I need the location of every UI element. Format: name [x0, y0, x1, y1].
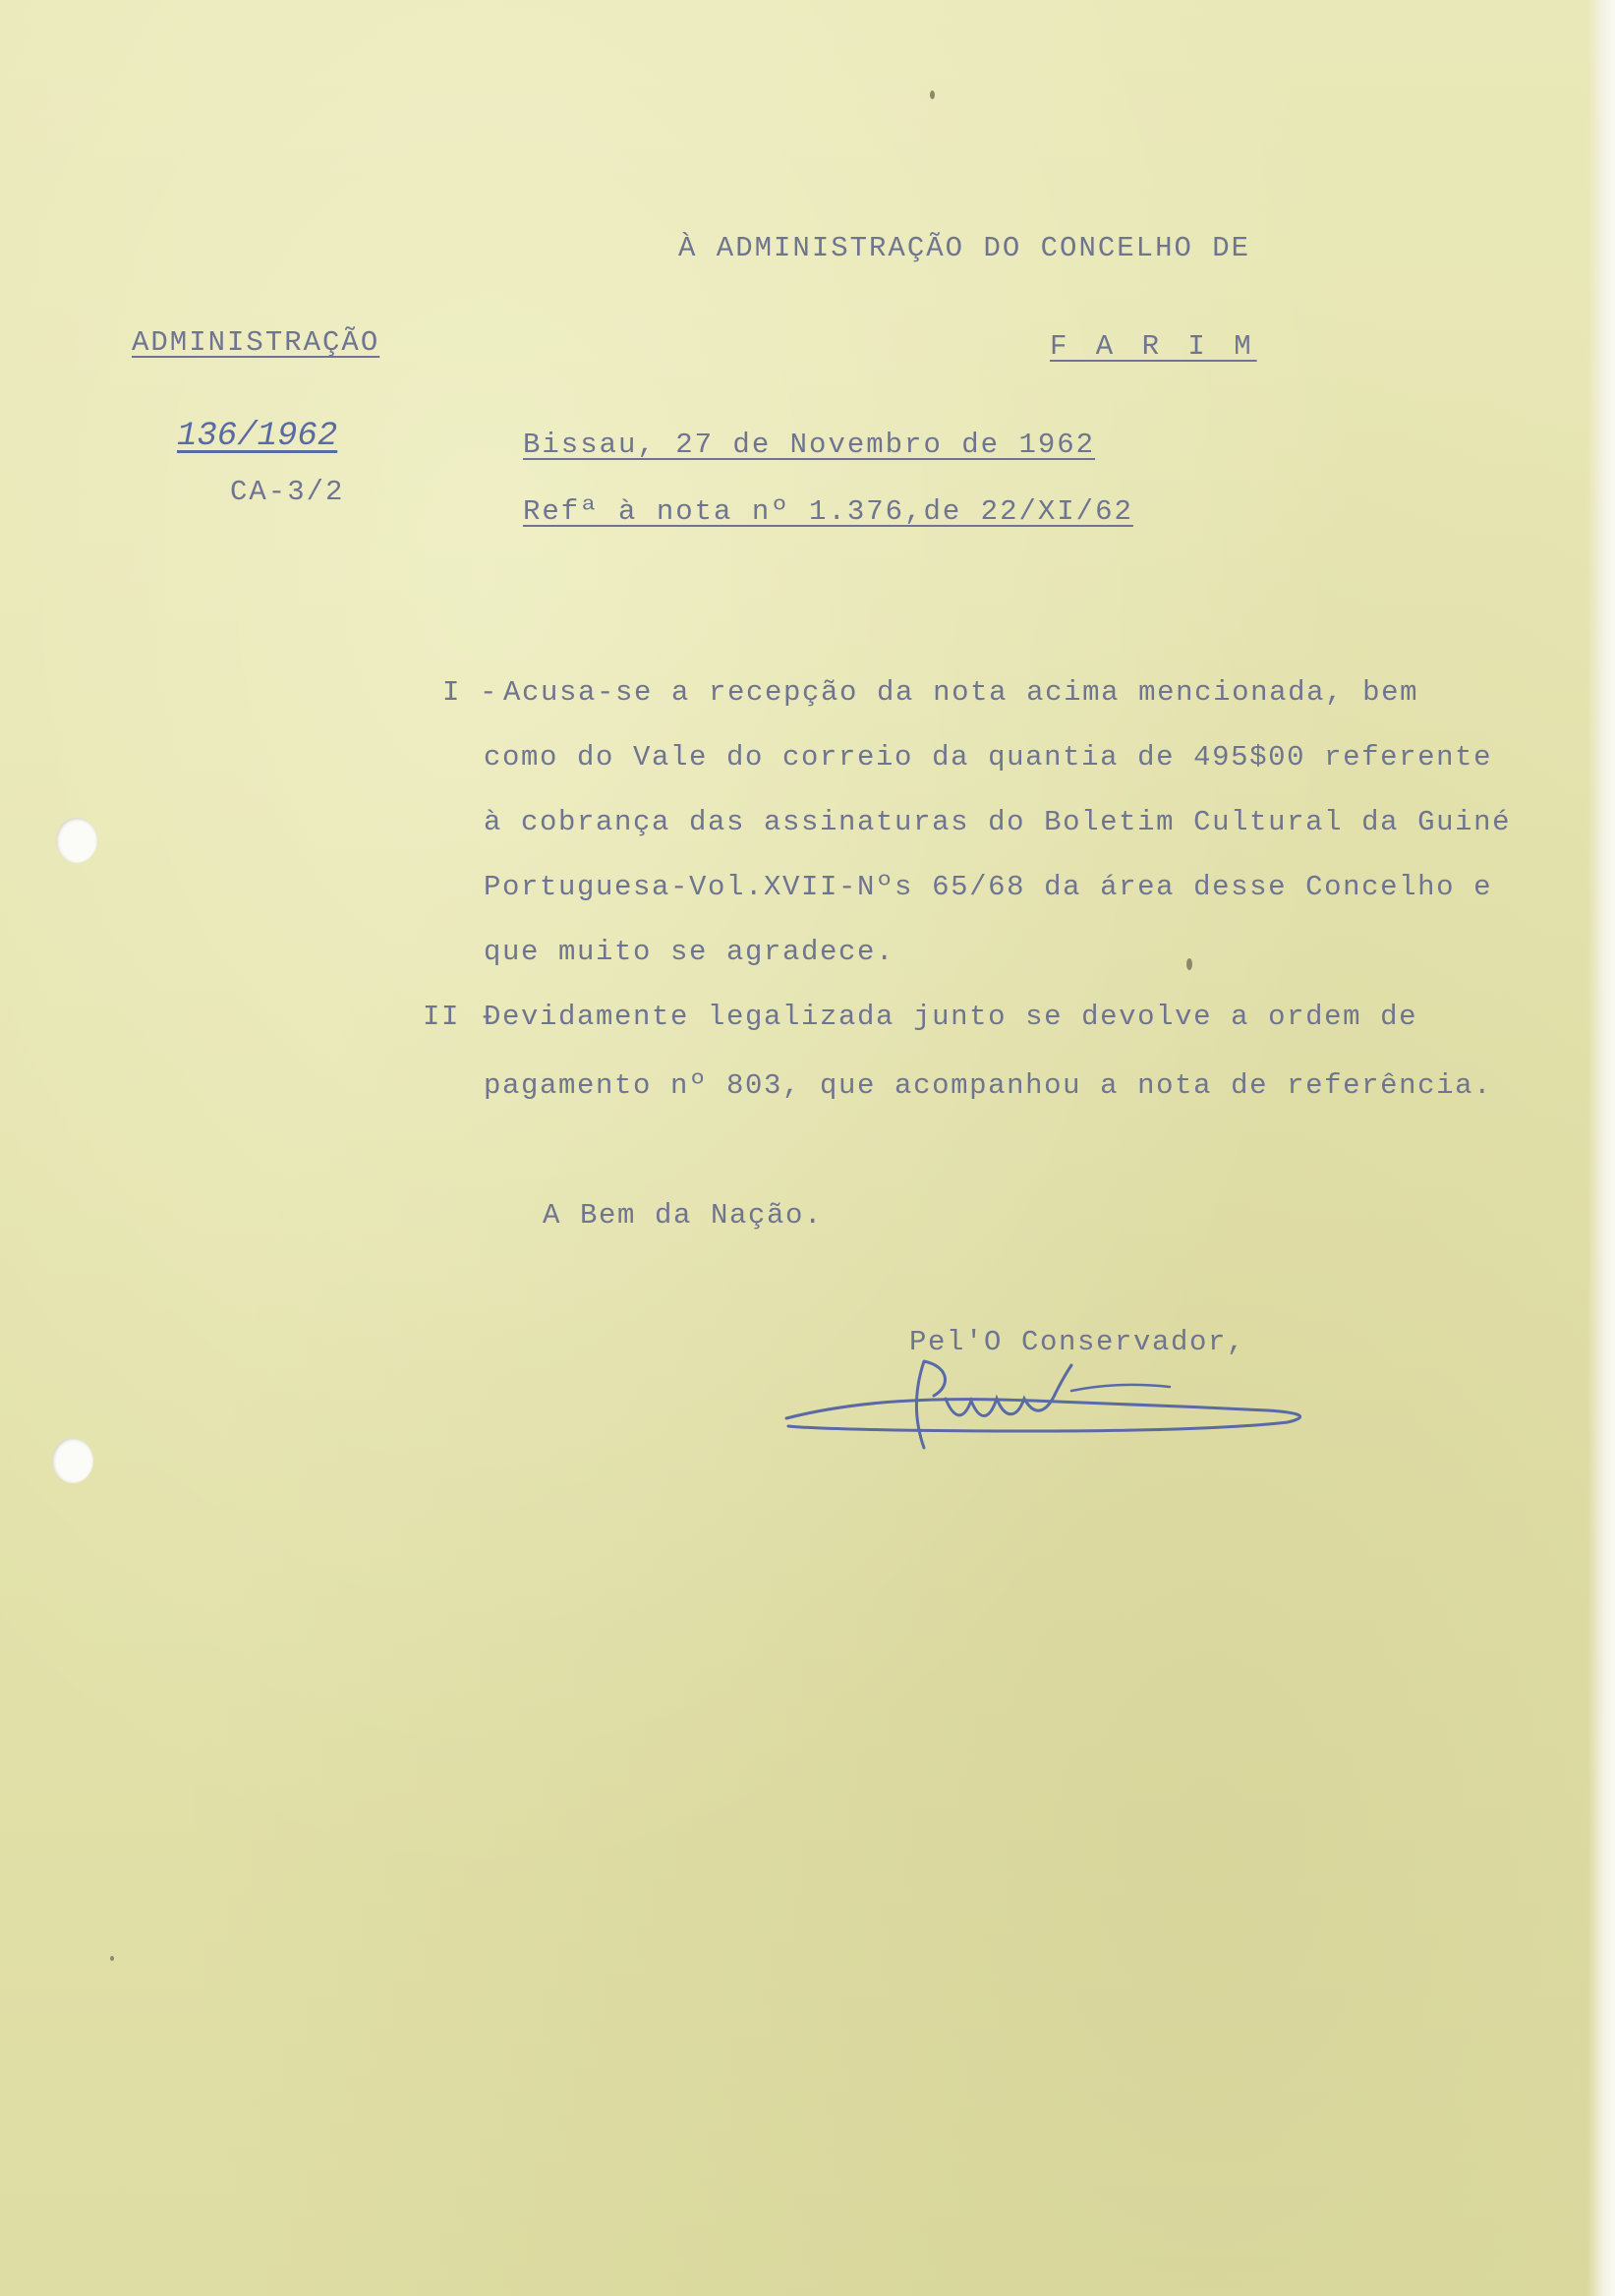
paragraph-1-line-5: que muito se agradece.: [484, 936, 895, 968]
paragraph-number: I -: [442, 676, 499, 709]
paragraph-text: Acusa-se a recepção da nota acima mencionada, bem: [503, 676, 1419, 709]
paragraph-1-line-4: Portuguesa-Vol.XVII-Nºs 65/68 da área desse Concelho e: [484, 871, 1493, 903]
addressee-line: À ADMINISTRAÇÃO DO CONCELHO DE: [678, 232, 1251, 264]
paragraph-1-line-2: como do Vale do correio da quantia de 495$00 referente: [484, 741, 1493, 774]
department-label: ADMINISTRAÇÃO: [132, 326, 380, 359]
paragraph-number: II -: [423, 1001, 498, 1033]
date-line: Bissau, 27 de Novembro de 1962: [523, 429, 1096, 461]
paragraph-text: Devidamente legalizada junto se devolve a ordem de: [484, 1001, 1418, 1033]
paragraph-2-line-1: [423, 1001, 1417, 1033]
paper-edge: [1587, 0, 1615, 2296]
punch-hole-bottom: [52, 1438, 93, 1483]
paragraph-2-line-2: pagamento nº 803, que acompanhou a nota de referência.: [484, 1069, 1493, 1102]
ref-number: 136/1962: [177, 418, 338, 455]
closing-line: A Bem da Nação.: [543, 1199, 824, 1232]
handwritten-signature: [777, 1342, 1327, 1469]
paragraph-1-line-1: [442, 676, 1418, 709]
location-name: F A R I M: [1050, 330, 1257, 363]
punch-hole-top: [56, 818, 97, 863]
paper-speck: [930, 90, 935, 99]
paper-speck: [110, 1956, 114, 1961]
paper-speck: [1186, 958, 1192, 970]
ref-code: CA-3/2: [230, 476, 345, 508]
signatory-title: Pel'O Conservador,: [909, 1326, 1246, 1358]
reference-line: Refª à nota nº 1.376,de 22/XI/62: [523, 495, 1133, 528]
paragraph-1-line-3: à cobrança das assinaturas do Boletim Cultural da Guiné: [484, 806, 1512, 838]
